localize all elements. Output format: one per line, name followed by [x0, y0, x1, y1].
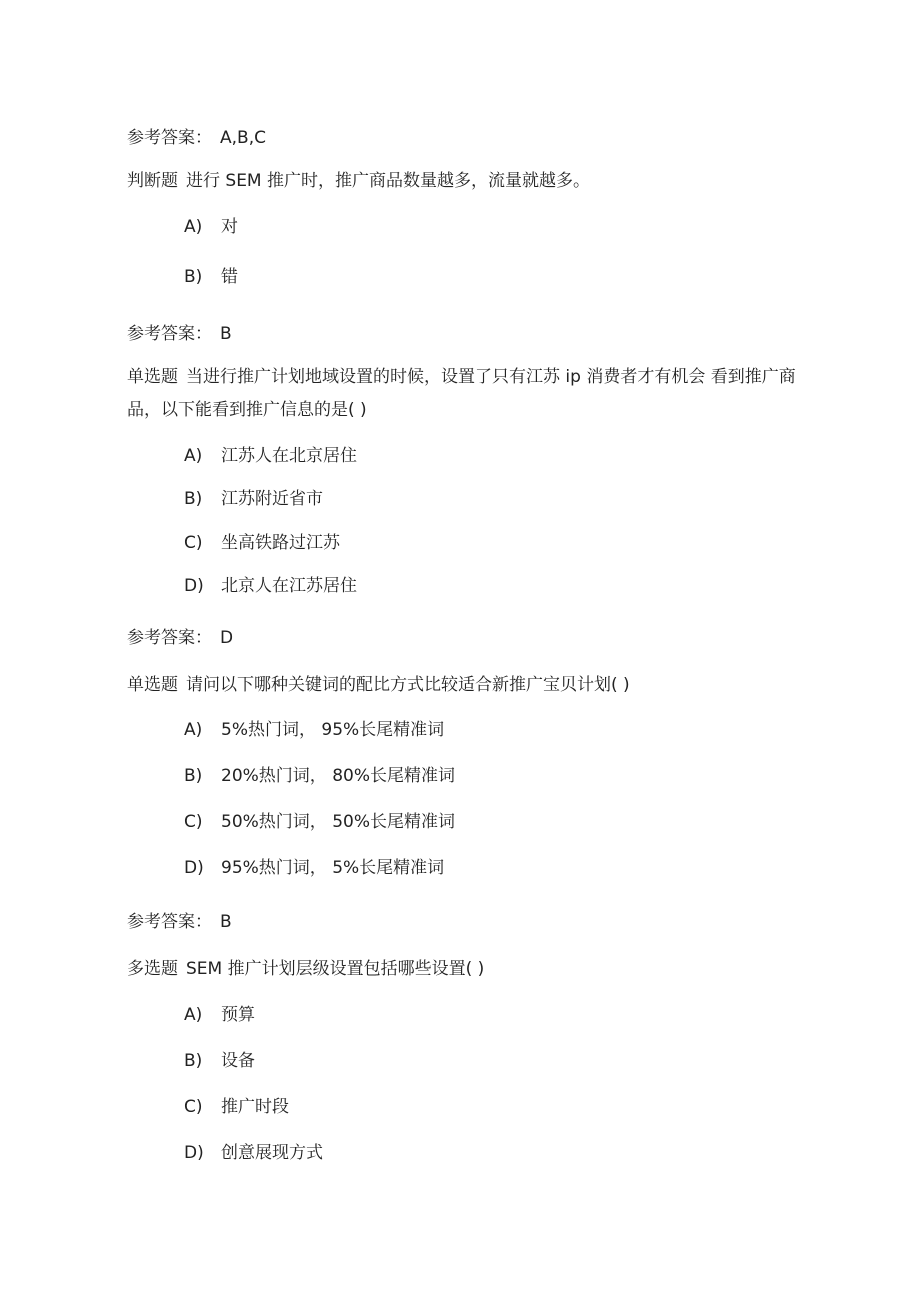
option-text: 95%热门词， 5%长尾精准词	[221, 858, 445, 878]
option-text: 江苏附近省市	[221, 489, 323, 509]
option-text: 错	[221, 267, 238, 287]
option-label: A)	[184, 217, 203, 237]
answer-label: 参考答案：	[127, 128, 212, 148]
option-text: 50%热门词， 50%长尾精准词	[221, 812, 455, 832]
option-a	[184, 216, 238, 238]
option-b	[184, 266, 238, 288]
option-label: D)	[184, 858, 204, 878]
option-b	[184, 488, 323, 510]
option-text: 推广时段	[221, 1097, 289, 1117]
question-4	[127, 958, 484, 980]
option-c	[184, 811, 455, 833]
question-type: 多选题	[127, 959, 178, 979]
option-c	[184, 1096, 289, 1118]
answer-label: 参考答案：	[127, 324, 212, 344]
option-text: 5%热门词， 95%长尾精准词	[221, 720, 445, 740]
answer-value: D	[220, 628, 234, 648]
option-c	[184, 532, 340, 554]
option-text: 对	[221, 217, 238, 237]
option-text: 创意展现方式	[221, 1143, 323, 1163]
answer-label: 参考答案：	[127, 628, 212, 648]
answer-value: A,B,C	[220, 128, 266, 148]
option-d	[184, 575, 357, 597]
option-label: B)	[184, 1051, 203, 1071]
option-label: D)	[184, 576, 204, 596]
option-label: A)	[184, 446, 203, 466]
option-text: 设备	[221, 1051, 255, 1071]
option-d	[184, 1142, 323, 1164]
question-text: SEM 推广计划层级设置包括哪些设置( )	[186, 959, 485, 979]
option-label: A)	[184, 1005, 203, 1025]
option-label: C)	[184, 533, 203, 553]
option-label: C)	[184, 1097, 203, 1117]
option-text: 坐高铁路过江苏	[221, 533, 340, 553]
answer-line	[127, 627, 233, 649]
option-text: 预算	[221, 1005, 255, 1025]
option-label: B)	[184, 489, 203, 509]
option-text: 北京人在江苏居住	[221, 576, 357, 596]
option-label: C)	[184, 812, 203, 832]
option-b	[184, 765, 455, 787]
option-b	[184, 1050, 255, 1072]
question-type: 判断题	[127, 171, 178, 191]
option-label: B)	[184, 766, 203, 786]
answer-line	[127, 323, 232, 345]
answer-line	[127, 911, 232, 933]
option-label: A)	[184, 720, 203, 740]
question-text: 当进行推广计划地域设置的时候，设置了只有江苏 ip 消费者才有机会 看到推广商品，以下能看到推广信息的是( )	[127, 367, 796, 420]
question-type: 单选题	[127, 675, 178, 695]
question-text: 进行 SEM 推广时，推广商品数量越多，流量就越多。	[186, 171, 591, 191]
answer-line	[127, 127, 266, 149]
question-type: 单选题	[127, 367, 178, 387]
answer-label: 参考答案：	[127, 912, 212, 932]
question-text: 请问以下哪种关键词的配比方式比较适合新推广宝贝计划( )	[186, 675, 630, 695]
option-text: 江苏人在北京居住	[221, 446, 357, 466]
question-1	[127, 170, 590, 192]
answer-value: B	[220, 324, 232, 344]
option-text: 20%热门词， 80%长尾精准词	[221, 766, 455, 786]
option-a	[184, 719, 444, 741]
option-a	[184, 445, 357, 467]
option-label: D)	[184, 1143, 204, 1163]
option-label: B)	[184, 267, 203, 287]
question-2	[127, 361, 797, 427]
option-a	[184, 1004, 255, 1026]
answer-value: B	[220, 912, 232, 932]
question-3	[127, 674, 630, 696]
option-d	[184, 857, 444, 879]
